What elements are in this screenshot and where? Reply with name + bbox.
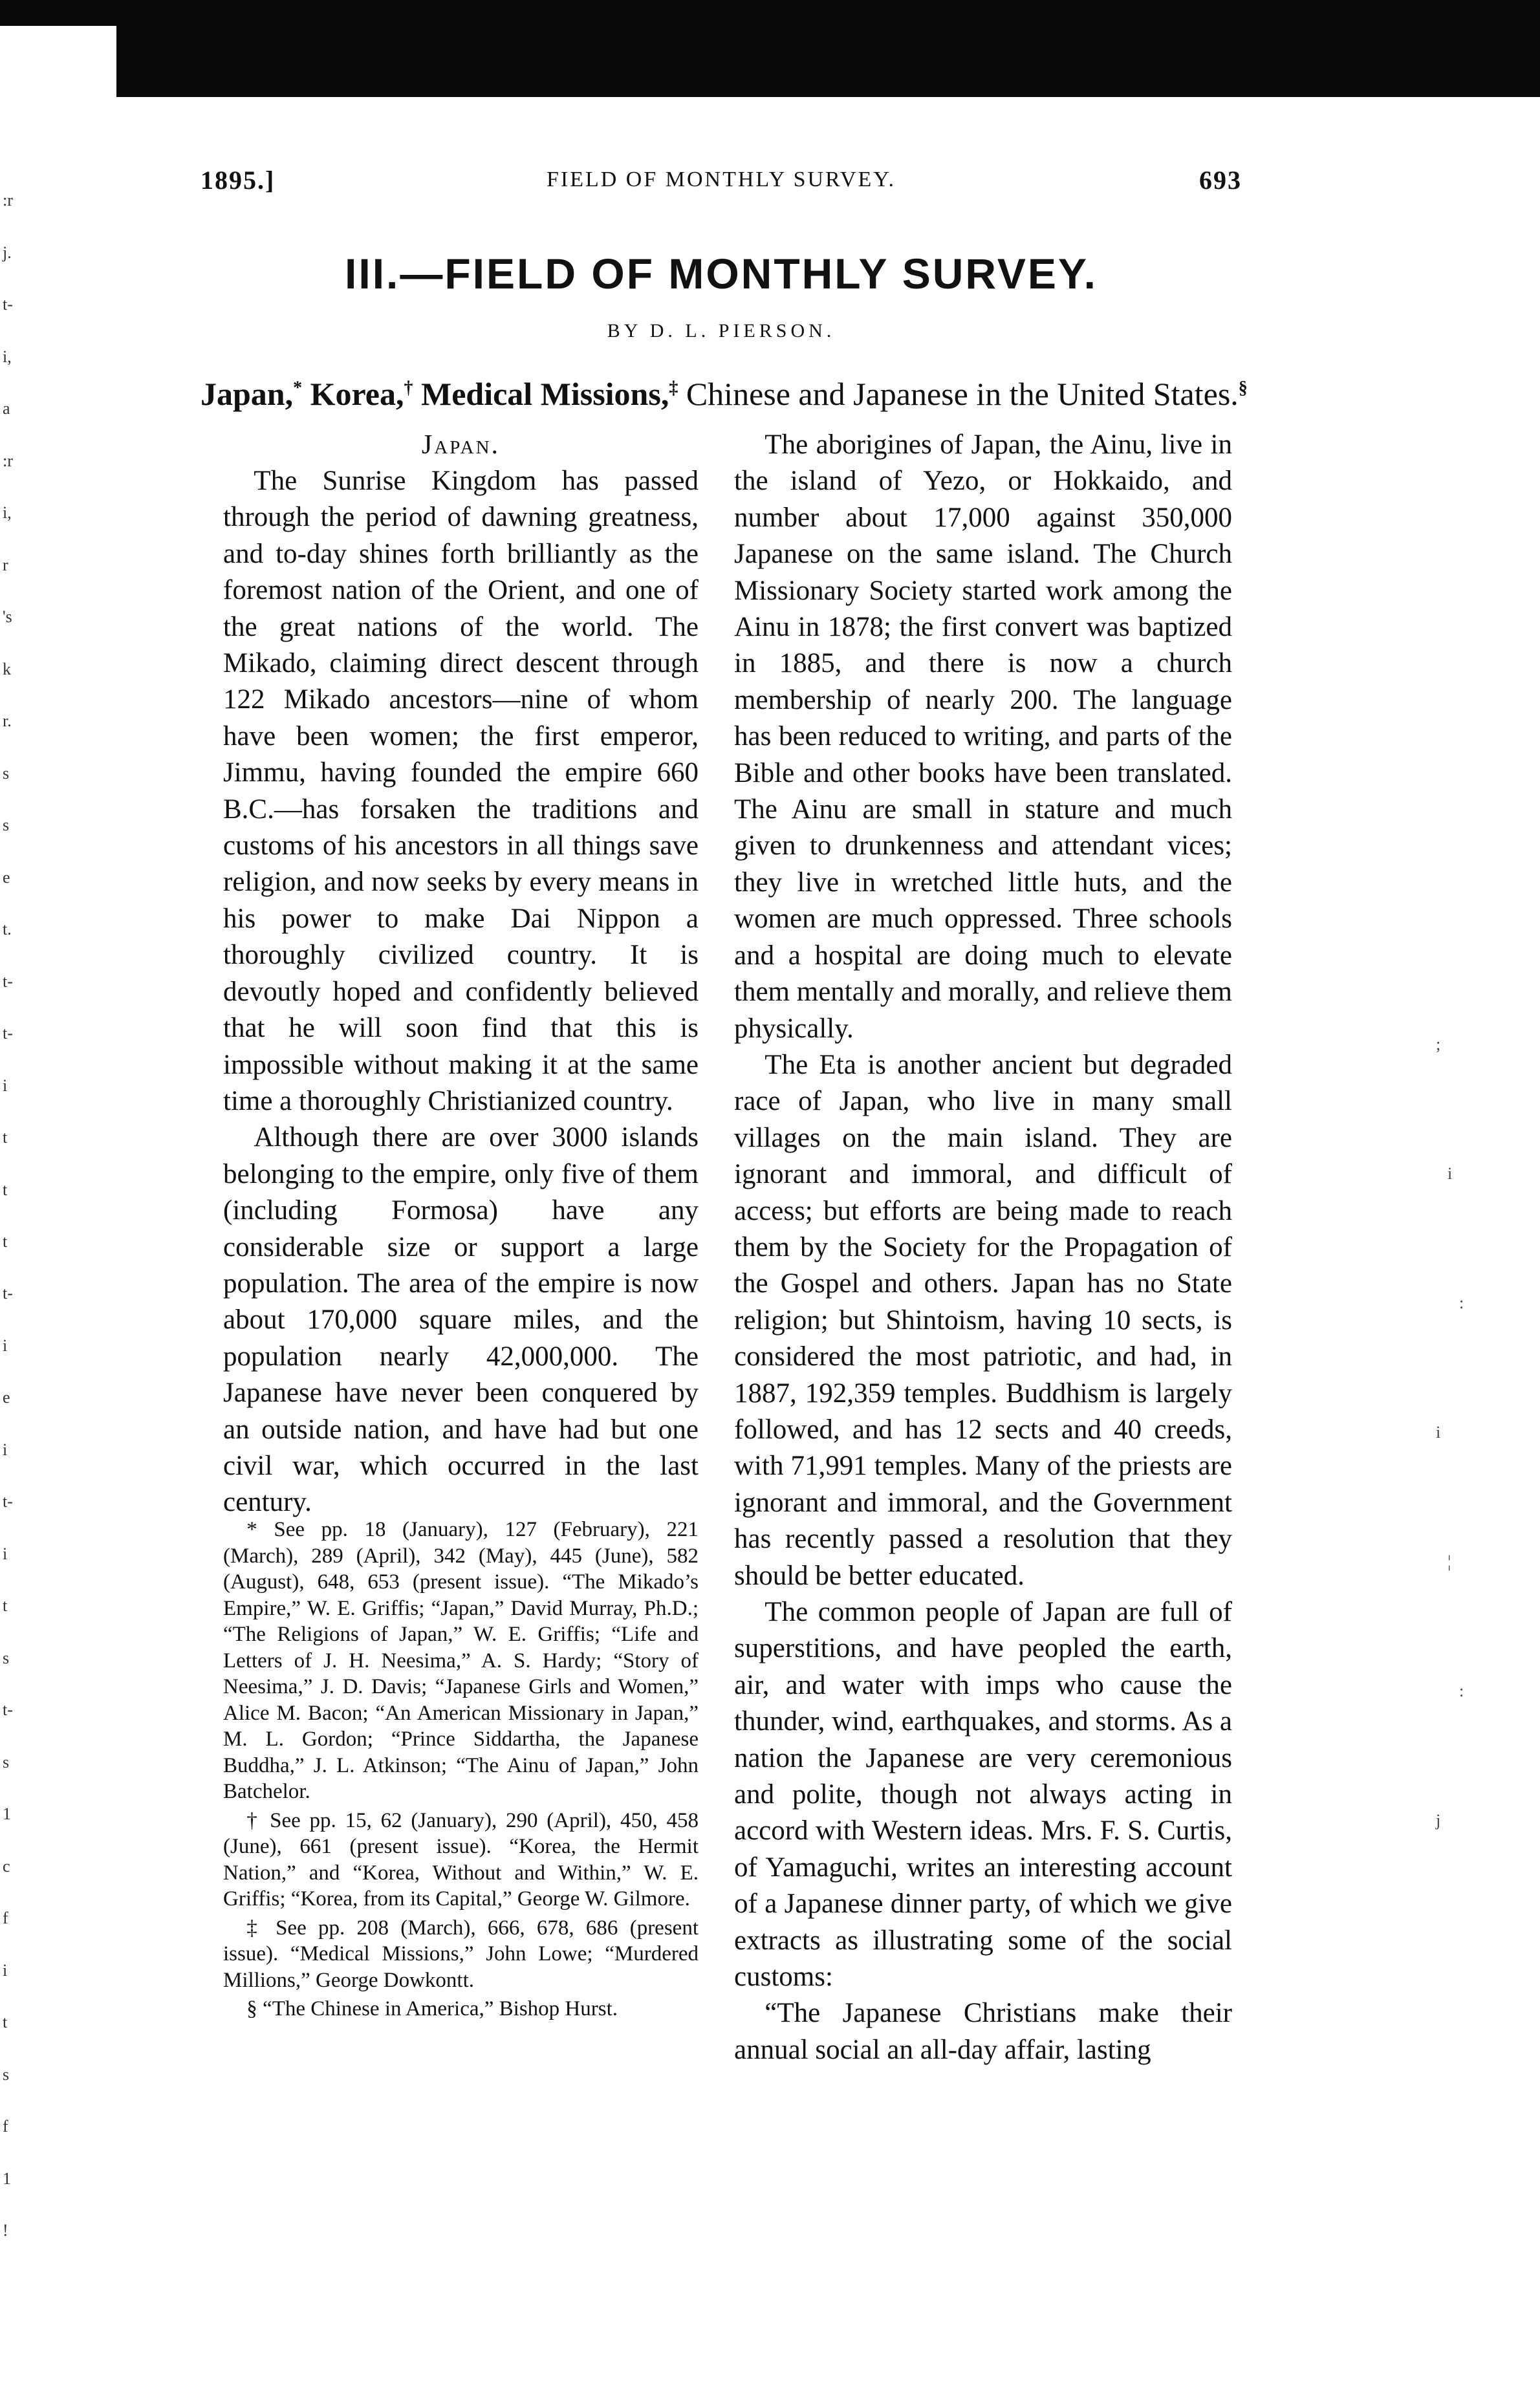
topic-chinese-japanese: Chinese and Japanese in the United States. (686, 376, 1239, 412)
right-margin-bleed (1436, 970, 1481, 2005)
margin-mark: : (1459, 1682, 1464, 1700)
paragraph-common-people: The common people of Japan are full of superstitions, and have peopled the earth, air, and water with imps who cause the thunder, wind, earthquakes, and storms. As a nation the Japanese are very ceremonious and polite, though not always acting in accord with Western ideas. Mrs. F. S. Curtis, of Yamaguchi, writes an interesting account of a Japanese dinner party, of which we give extracts as illustrating some of the social customs: (734, 1597, 1232, 1993)
footnote-japan: * See pp. 18 (January), 127 (February), 221 (March), 289 (April), 342 (May), 445 (June), 582 (August), 648, 653 (present issue). “The Mikado’s Empire,” W. E. Griffis; “Japan,” David Murray, Ph.D.; “The Religions of Japan,” W. E. Griffis; “Life and Letters of J. H. Neesima,” A. S. Hardy; “Story of Neesima,” J. D. Davis; “Japanese Girls and Women,” Alice M. Bacon; “An American Missionary in Japan,” M. L. Gordon; “Prince Siddartha, the Japanese Buddha,” J. L. Atkinson; “The Ainu of Japan,” John Batchelor. (223, 1518, 699, 1803)
topic-medical-missions: Medical Missions, (421, 376, 669, 412)
left-margin-bleed (0, 165, 19, 2299)
margin-mark: r. (3, 711, 12, 730)
left-column (223, 427, 699, 1521)
footnotes (223, 1517, 699, 2025)
margin-mark: t- (3, 1024, 13, 1043)
margin-mark: ¦ (1448, 1552, 1451, 1571)
margin-mark: f (3, 2117, 8, 2136)
margin-mark: j (1436, 1811, 1441, 1830)
margin-mark: : (1459, 1294, 1464, 1312)
topic-mark-2: † (404, 378, 413, 398)
margin-mark: t- (3, 1492, 13, 1511)
topic-mark-1: * (293, 378, 303, 398)
margin-mark: c (3, 1857, 10, 1876)
paragraph-quotation-start: “The Japanese Christians make their annual social an all-day affair, lasting (734, 1998, 1232, 2065)
margin-mark: t (3, 1128, 8, 1147)
margin-mark: t- (3, 1700, 13, 1719)
article-title: III.—FIELD OF MONTHLY SURVEY. (345, 250, 1098, 298)
margin-mark: s (3, 764, 10, 783)
margin-mark: ! (3, 2221, 8, 2240)
paragraph-ainu: The aborigines of Japan, the Ainu, live in the island of Yezo, or Hokkaido, and number about 17,000 against 350,000 Japanese on the same island. The Church Missionary Society started work among the Ainu in 1878; the first convert was baptized in 1885, and there is now a church membership of nearly 200. The language has been reduced to writing, and parts of the Bible and other books have been translated. The Ainu are small in stature and much given to drunkenness and attendant vices; they live in wretched little huts, and the women are much oppressed. Three schools and a hospital are doing much to elevate them mentally and morally, and relieve them physically. (734, 429, 1232, 1044)
topic-mark-3: ‡ (669, 378, 678, 398)
margin-mark: t- (3, 972, 13, 991)
paragraph-eta: The Eta is another ancient but degraded race of Japan, who live in many small villages on the main island. They are ignorant and immoral, and difficult of access; but efforts are being made to reach them by the Society for the Propagation of the Gospel and others. Japan has no State religion; but Shintoism, having 10 sects, is considered the most patriotic, and had, in 1887, 192,359 temples. Buddhism is largely followed, and has 12 sects and 40 creeds, with 71,991 temples. Many of the priests are ignorant and immoral, and the Government has recently passed a resolution that they should be better educated. (734, 1049, 1232, 1591)
margin-mark: :r (3, 191, 13, 210)
scan-border-top (116, 0, 1540, 97)
margin-mark: ; (1436, 1035, 1441, 1054)
margin-mark: t (3, 1232, 8, 1251)
paragraph-islands: Although there are over 3000 islands belonging to the empire, only five of them (including Formosa) have any considerable size or support a large population. The area of the empire is now about 170,000 square miles, and the population nearly 42,000,000. The Japanese have never been conquered by an outside nation, and have had but one civil war, which occurred in the last century. (223, 1122, 699, 1518)
margin-mark: s (3, 1753, 10, 1771)
margin-mark: r (3, 556, 8, 574)
margin-mark: :r (3, 451, 13, 470)
margin-mark: f (3, 1909, 8, 1927)
margin-mark: i (1436, 1423, 1441, 1442)
scan-border-top-left (0, 0, 116, 26)
margin-mark: t. (3, 920, 12, 938)
right-column (734, 427, 1232, 2068)
running-head (201, 165, 1242, 204)
margin-mark: i, (3, 503, 12, 522)
article-byline: BY D. L. PIERSON. (607, 320, 836, 341)
margin-mark: t- (3, 295, 13, 314)
margin-mark: t (3, 2013, 8, 2031)
topic-japan: Japan, (201, 376, 294, 412)
margin-mark: a (3, 399, 10, 418)
margin-mark: s (3, 816, 10, 834)
margin-mark: j. (3, 243, 12, 262)
margin-mark: i (3, 1544, 8, 1563)
margin-mark: k (3, 660, 11, 678)
paragraph-sunrise-kingdom: The Sunrise Kingdom has passed through the period of dawning greatness, and to-day shines forth brilliantly as the foremost nation of the Orient, and one of the great nations of the world. The Mikado, claiming direct descent through 122 Mikado ancestors—nine of whom have been women; the first emperor, Jimmu, having founded the empire 660 B.C.—has forsaken the traditions and customs of his ancestors in all things save religion, and now seeks by every means in his power to make Dai Nippon a thoroughly civilized country. It is devoutly hoped and confidently believed that he will soon find that this is impossible without making it at the same time a thoroughly Christianized country. (223, 466, 699, 1116)
margin-mark: 1 (3, 2169, 11, 2188)
margin-mark: i (3, 1336, 8, 1355)
topics-line (201, 375, 1261, 413)
margin-mark: i (3, 1440, 8, 1459)
margin-mark: 1 (3, 1804, 11, 1823)
footnote-korea: † See pp. 15, 62 (January), 290 (April), 450, 458 (June), 661 (present issue). “Korea, the Hermit Nation,” and “Korea, Without and Within,” W. E. Griffis; “Korea, from its Capital,” George W. Gilmore. (223, 1808, 699, 1911)
margin-mark: i, (3, 347, 12, 366)
running-head-year: 1895.] (201, 166, 276, 195)
margin-mark: 's (3, 607, 12, 626)
footnote-medical: ‡ See pp. 208 (March), 666, 678, 686 (present issue). “Medical Missions,” John Lowe; “Murdered Millions,” George Dowkontt. (223, 1916, 699, 1992)
running-head-title: FIELD OF MONTHLY SURVEY. (546, 168, 896, 191)
margin-mark: s (3, 2065, 10, 2084)
margin-mark: e (3, 1388, 10, 1407)
margin-mark: e (3, 868, 10, 887)
margin-mark: t- (3, 1284, 13, 1303)
topic-korea: Korea, (310, 376, 404, 412)
margin-mark: t (3, 1596, 8, 1615)
footnote-chinese: § “The Chinese in America,” Bishop Hurst. (246, 1997, 618, 2020)
topic-mark-4: § (1238, 378, 1248, 398)
margin-mark: t (3, 1180, 8, 1199)
margin-mark: i (3, 1961, 8, 1980)
margin-mark: i (1448, 1164, 1453, 1183)
section-heading-japan: Japan. (421, 430, 501, 460)
page-number: 693 (1199, 166, 1242, 195)
margin-mark: i (3, 1076, 8, 1095)
margin-mark: s (3, 1649, 10, 1667)
